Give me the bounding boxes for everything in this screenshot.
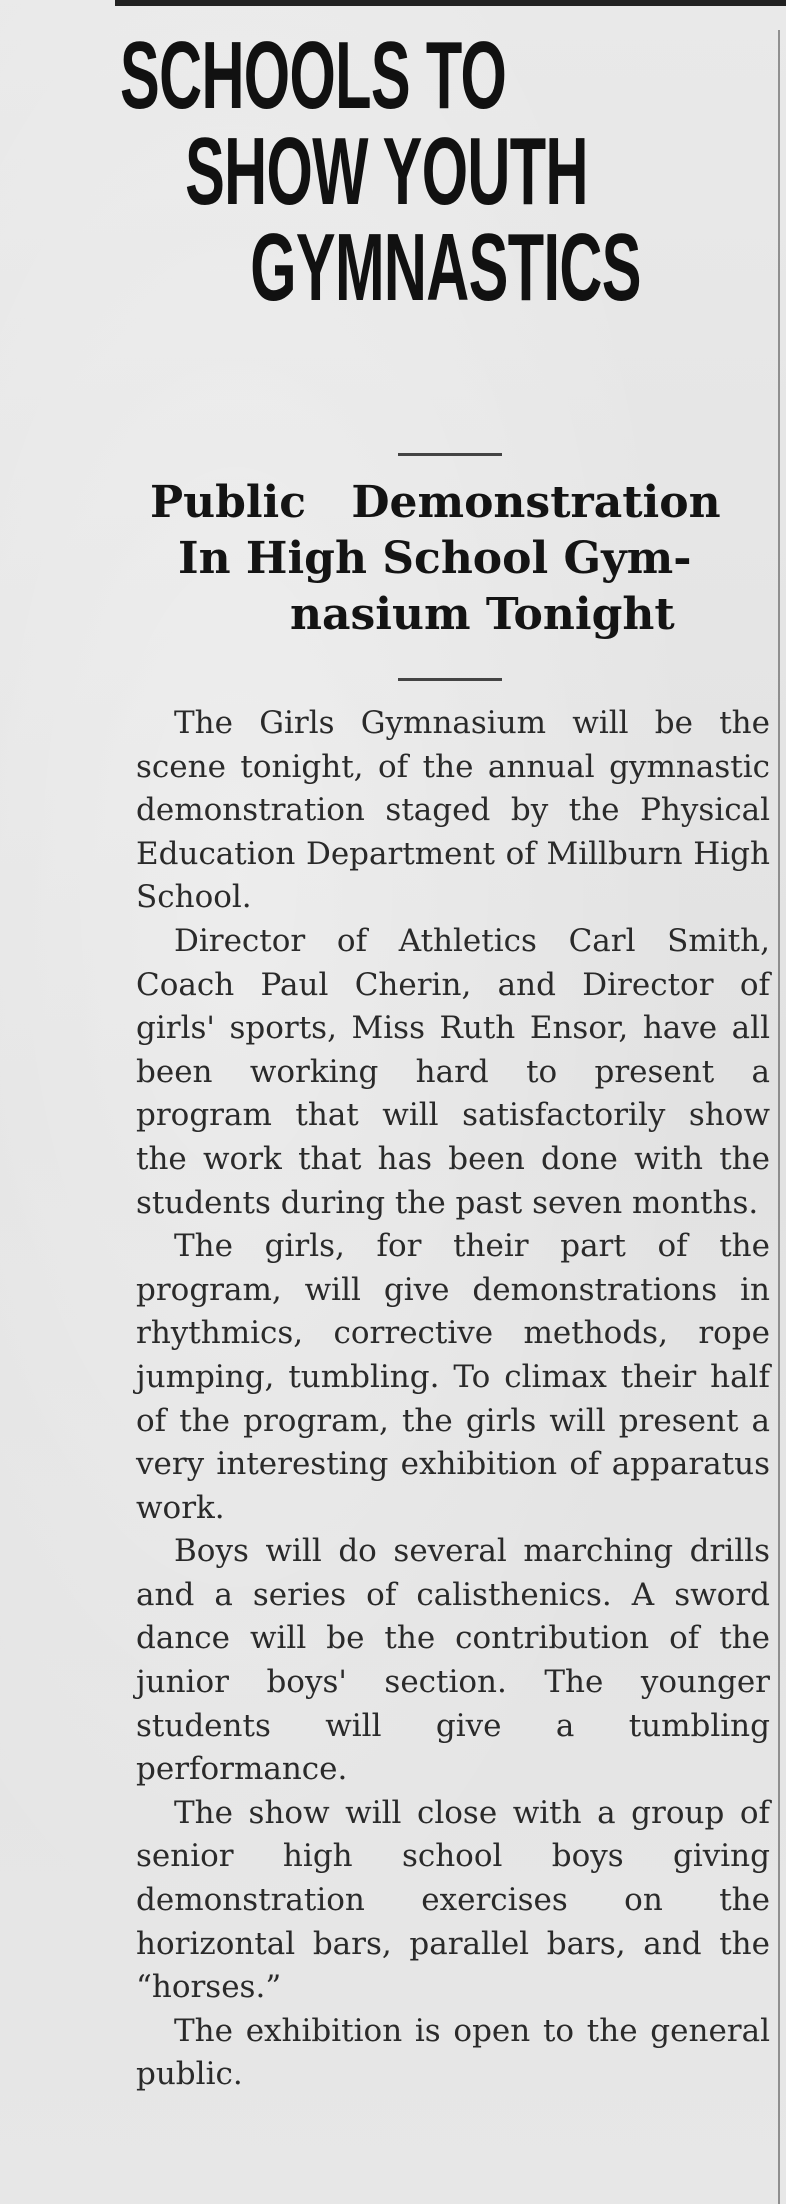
subheadline-line-1: Public Demonstration: [150, 477, 721, 528]
headline-line-2: SHOW YOUTH: [185, 118, 588, 225]
article-paragraph: Director of Athletics Carl Smith, Coach Paul Cherin, and Director of girls' sports, Miss Ruth Ensor, have all been working hard to present a program that will satisfactorily show the work that has been done with the students during the past seven months.: [136, 922, 770, 1221]
article-paragraph: Boys will do several marching drills and a series of calisthenics. A sword dance will be the contribution of the junior boys' section. The younger students will give a tumbling performance.: [136, 1533, 770, 1788]
article-body: [136, 702, 770, 2097]
headline-divider: [398, 453, 502, 456]
subheadline: [130, 475, 770, 643]
subheadline-divider: [398, 678, 502, 681]
subheadline-line-3: nasium Tonight: [290, 589, 675, 640]
article-paragraph: The Girls Gymnasium will be the scene tonight, of the annual gymnastic demonstration staged by the Physical Education Department of Millburn High School.: [136, 705, 770, 916]
headline: [120, 22, 760, 321]
column-right-rule: [778, 30, 780, 2204]
article-paragraph: The girls, for their part of the program, will give demonstrations in rhythmics, corrective methods, rope jumping, tumbling. To climax their half of the program, the girls will present a very interesting exhibition of apparatus work.: [136, 1228, 770, 1526]
column-top-rule: [115, 0, 786, 6]
headline-line-1: SCHOOLS TO: [120, 22, 507, 129]
article-paragraph: The exhibition is open to the general public.: [136, 2012, 770, 2093]
subheadline-line-2: In High School Gym-: [178, 533, 692, 584]
article-paragraph: The show will close with a group of senior high school boys giving demonstration exercises on the horizontal bars, parallel bars, and the “horses.”: [136, 1794, 770, 2006]
headline-line-3: GYMNASTICS: [250, 214, 641, 321]
